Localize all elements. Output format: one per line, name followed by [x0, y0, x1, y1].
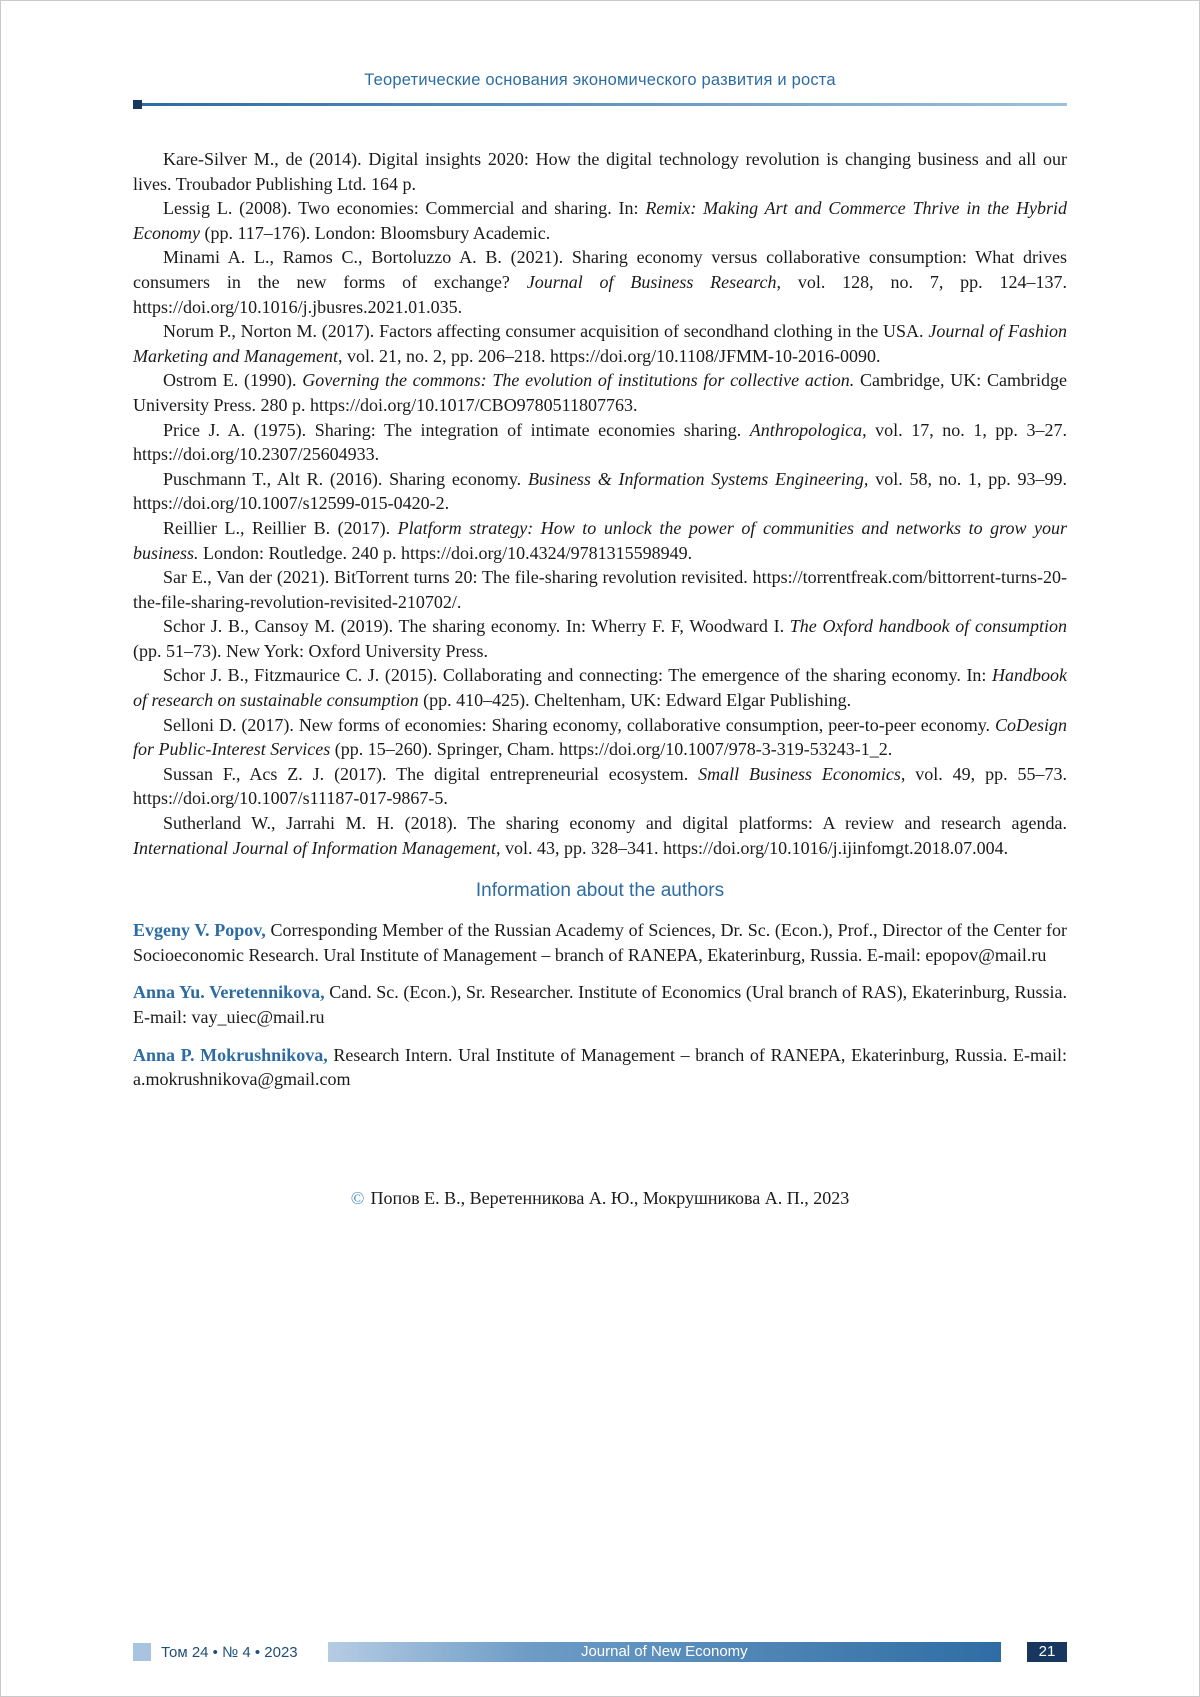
reference-text: Norum P., Norton M. (2017). Factors affecting consumer acquisition of secondhand clothing in the USA.	[163, 321, 929, 342]
reference-source-title: Business & Information Systems Engineering,	[527, 468, 869, 489]
reference-item	[133, 713, 1067, 762]
header-rule-square	[133, 100, 142, 109]
reference-item	[133, 762, 1067, 811]
footer-page-number: 21	[1027, 1642, 1067, 1662]
footer-volume-square	[133, 1643, 151, 1661]
author-item	[133, 1043, 1067, 1092]
author-name: Evgeny V. Popov,	[133, 920, 266, 941]
reference-text: (pp. 410–425). Cheltenham, UK: Edward Elgar Publishing.	[418, 690, 852, 711]
reference-text: (pp. 117–176). London: Bloomsbury Academic.	[199, 222, 551, 243]
reference-text: , vol. 17, no. 1, pp. 3–27. https://doi.org/10.2307/25604933.	[133, 419, 1067, 465]
reference-text: , vol. 49, pp. 55–73. https://doi.org/10.1007/s11187-017-9867-5.	[133, 763, 1067, 809]
reference-item	[133, 565, 1067, 614]
reference-source-title: Platform strategy: How to unlock the power of communities and networks to grow your business.	[133, 517, 1067, 563]
reference-item	[133, 245, 1067, 319]
reference-text: vol. 58, no. 1, pp. 93–99. https://doi.org/10.1007/s12599-015-0420-2.	[133, 468, 1067, 514]
footer-volume-block	[133, 1643, 298, 1661]
author-name: Anna P. Mokrushnikova,	[133, 1044, 328, 1065]
copyright-text: Попов Е. В., Веретенникова А. Ю., Мокрушникова А. П., 2023	[370, 1187, 850, 1208]
header-rule	[133, 100, 1067, 109]
reference-item	[133, 319, 1067, 368]
reference-text: Schor J. B., Fitzmaurice C. J. (2015). Collaborating and connecting: The emergence of the sharing economy. In:	[163, 665, 992, 686]
author-name: Anna Yu. Veretennikova,	[133, 982, 325, 1003]
reference-text: Schor J. B., Cansoy M. (2019). The sharing economy. In: Wherry F. F, Woodward I.	[163, 616, 790, 637]
reference-source-title: Governing the commons: The evolution of institutions for collective action.	[302, 370, 855, 391]
reference-item	[133, 467, 1067, 516]
reference-item	[133, 811, 1067, 860]
reference-source-title: Anthropologica	[749, 419, 863, 440]
footer-volume-label: Том 24 • № 4 • 2023	[161, 1643, 298, 1661]
authors-section-heading: Information about the authors	[475, 880, 725, 902]
reference-text: Lessig L. (2008). Two economies: Commercial and sharing. In:	[163, 198, 646, 219]
reference-text: , vol. 43, pp. 328–341. https://doi.org/10.1016/j.ijinfomgt.2018.07.004.	[495, 837, 1009, 858]
reference-text: Minami A. L., Ramos C., Bortoluzzo A. B. (2021). Sharing economy versus collaborative consumption: What drives consumers in the new forms of exchange?	[133, 247, 1067, 292]
reference-source-title: The Oxford handbook of consumption	[789, 616, 1068, 637]
reference-text: (pp. 51–73). New York: Oxford University Press.	[133, 640, 488, 661]
reference-text: , vol. 21, no. 2, pp. 206–218. https://doi.org/10.1108/JFMM-10-2016-0090.	[337, 345, 881, 366]
reference-source-title: Remix: Making Art and Commerce Thrive in the Hybrid Economy	[133, 198, 1068, 243]
reference-text: Price J. A. (1975). Sharing: The integration of intimate economies sharing.	[163, 419, 750, 440]
reference-text: , vol. 128, no. 7, pp. 124–137. https://doi.org/10.1016/j.jbusres.2021.01.035.	[133, 271, 1067, 317]
copyright-symbol: ©	[350, 1187, 365, 1208]
reference-text: Sar E., Van der (2021). BitTorrent turns 20: The file-sharing revolution revisited. https://torrentfreak.com/bittorrent-turns-20-the-file-sharing-revolution-revisited-210702/.	[133, 567, 1067, 612]
page-content	[1, 1, 1199, 1209]
reference-item	[133, 196, 1067, 245]
reference-source-title: International Journal of Information Management	[133, 837, 496, 858]
reference-item	[133, 147, 1067, 196]
reference-source-title: Journal of Fashion Marketing and Management	[133, 321, 1067, 366]
reference-text: Cambridge, UK: Cambridge University Press. 280 p. https://doi.org/10.1017/CBO9780511807763.	[133, 370, 1068, 415]
page-footer	[133, 1642, 1067, 1662]
reference-source-title: Small Business Economics	[698, 763, 901, 784]
running-head: Теоретические основания экономического развития и роста	[364, 71, 836, 89]
copyright-line	[133, 1188, 1067, 1209]
author-description: Corresponding Member of the Russian Academy of Sciences, Dr. Sc. (Econ.), Prof., Director of the Center for Socioeconomic Research. Ural Institute of Management – branch of RANEPA, Ekaterinburg, Russia. E-mail: epopov@mail.ru	[133, 920, 1067, 965]
reference-text: Sutherland W., Jarrahi M. H. (2018). The sharing economy and digital platforms: A review and research agenda.	[163, 813, 1067, 834]
reference-text: Puschmann T., Alt R. (2016). Sharing economy.	[163, 468, 528, 489]
reference-text: Kare-Silver M., de (2014). Digital insights 2020: How the digital technology revolution is changing business and all our lives. Troubador Publishing Ltd. 164 p.	[133, 149, 1067, 194]
reference-text: (pp. 15–260). Springer, Cham. https://doi.org/10.1007/978-3-319-53243-1_2.	[330, 739, 893, 760]
reference-source-title: Handbook of research on sustainable consumption	[133, 665, 1067, 711]
reference-item	[133, 516, 1067, 565]
reference-text: Ostrom E. (1990).	[163, 370, 303, 391]
reference-item	[133, 663, 1067, 712]
references-list	[133, 147, 1067, 860]
reference-text: Reillier L., Reillier B. (2017).	[163, 517, 398, 538]
header-rule-line	[142, 103, 1067, 106]
author-description: Research Intern. Ural Institute of Management – branch of RANEPA, Ekaterinburg, Russia. E-mail: a.mokrushnikova@gmail.com	[133, 1044, 1068, 1090]
author-description: Cand. Sc. (Econ.), Sr. Researcher. Institute of Economics (Ural branch of RAS), Ekaterinburg, Russia. E-mail: vay_uiec@mail.ru	[133, 982, 1067, 1027]
author-item	[133, 980, 1067, 1029]
reference-item	[133, 418, 1067, 467]
authors-list	[133, 918, 1067, 1092]
reference-text: Selloni D. (2017). New forms of economies: Sharing economy, collaborative consumption, peer-to-peer economy.	[163, 714, 995, 735]
reference-item	[133, 614, 1067, 663]
reference-text: Sussan F., Acs Z. J. (2017). The digital entrepreneurial ecosystem.	[163, 763, 699, 784]
reference-source-title: Journal of Business Research	[526, 271, 777, 292]
reference-item	[133, 368, 1067, 417]
reference-text: London: Routledge. 240 p. https://doi.org/10.4324/9781315598949.	[198, 542, 693, 563]
reference-source-title: CoDesign for Public-Interest Services	[133, 714, 1067, 760]
footer-journal-bar: Journal of New Economy	[328, 1642, 1001, 1662]
author-item	[133, 918, 1067, 967]
